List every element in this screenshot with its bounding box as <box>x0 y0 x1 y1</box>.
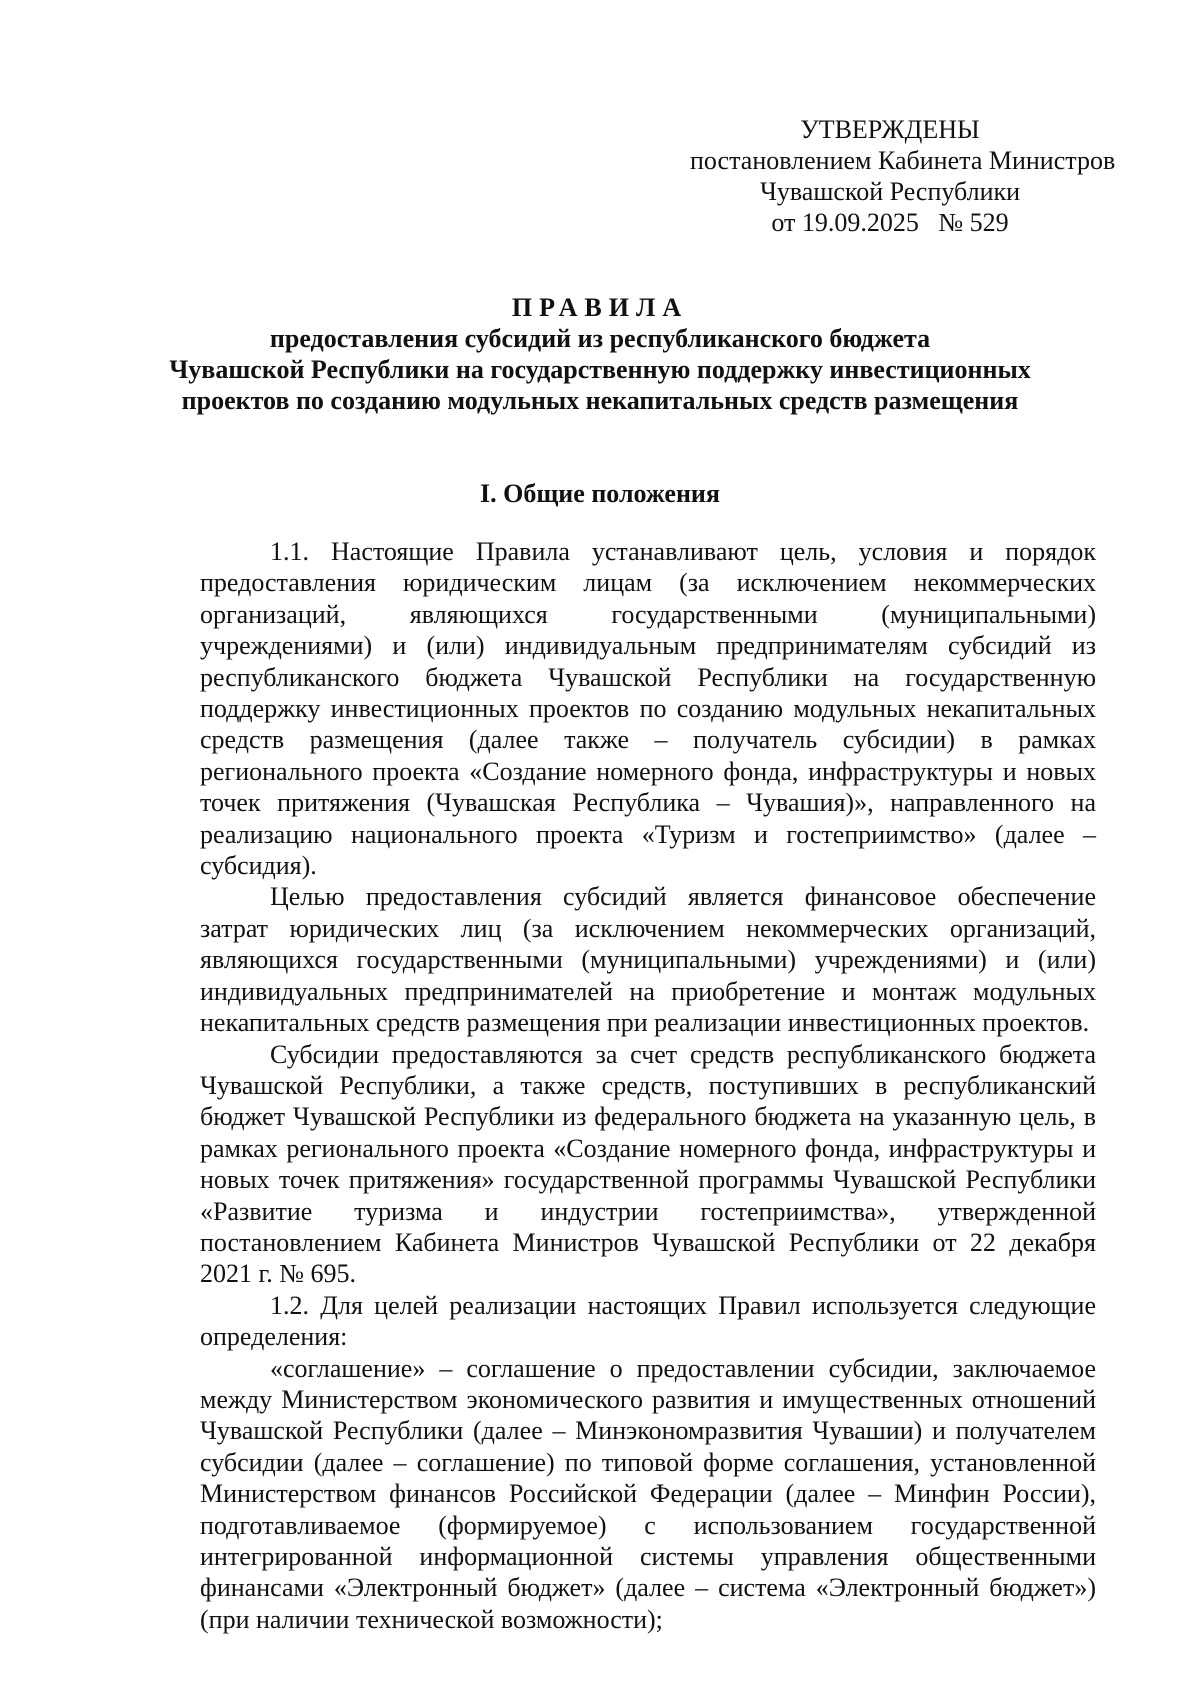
document-title-block <box>150 292 1050 416</box>
paragraph-1-1: 1.1. Настоящие Правила устанавливают цель, условия и порядок предоставления юридическим лицам (за исключением некоммерческих организаций, являющихся государственными (муниципальными) учреждениями) и (или) индивидуальным предпринимателям субсидий из республиканского бюджета Чувашской Республики на государственную поддержку инвестиционных проектов по созданию модульных некапитальных средств размещения (далее также – получатель субсидии) в рамках регионального проекта «Создание номерного фонда, инфраструктуры и новых точек притяжения (Чувашская Республика – Чувашия)», направленного на реализацию национального проекта «Туризм и гостеприимство» (далее – субсидия). <box>200 537 1096 881</box>
document-body <box>200 536 1096 1635</box>
approval-authority: постановлением Кабинета Министров <box>690 146 1116 175</box>
document-subtitle-line-3: проектов по созданию модульных некапитальных средств размещения <box>181 386 1019 415</box>
approval-date-number: от 19.09.2025 № 529 <box>771 208 1009 237</box>
approval-stamp <box>690 114 1116 238</box>
document-subtitle-line-2: Чувашской Республики на государственную поддержку инвестиционных <box>169 355 1031 384</box>
approval-region: Чувашской Республики <box>759 177 1021 206</box>
paragraph-1-2: 1.2. Для целей реализации настоящих Правил используется следующие определения: <box>200 1290 1096 1352</box>
document-title: ПРАВИЛА <box>511 293 689 322</box>
paragraph-funding: Субсидии предоставляются за счет средств республиканского бюджета Чувашской Республики, а также средств, поступивших в республиканский бюджет Чувашской Республики из федерального бюджета на указанную цель, в рамках регионального проекта «Создание номерного фонда, инфраструктуры и новых точек притяжения» государственной программы Чувашской Республики «Развитие туризма и индустрии гостеприимства», утвержденной постановлением Кабинета Министров Чувашской Республики от 22 декабря 2021 г. № 695. <box>200 1039 1096 1289</box>
document-subtitle-line-1: предоставления субсидий из республиканского бюджета <box>269 324 931 353</box>
approval-status: УТВЕРЖДЕНЫ <box>800 115 980 144</box>
paragraph-purpose: Целью предоставления субсидий является финансовое обеспечение затрат юридических лиц (за исключением некоммерческих организаций, являющихся государственными (муниципальными) учреждениями) и (или) индивидуальных предпринимателей на приобретение и монтаж модульных некапитальных средств размещения при реализации инвестиционных проектов. <box>200 882 1096 1038</box>
section-heading: I. Общие положения <box>480 479 720 508</box>
paragraph-definition-agreement: «соглашение» – соглашение о предоставлении субсидии, заключаемое между Министерством экономического развития и имущественных отношений Чувашской Республики (далее – Минэкономразвития Чувашии) и получателем субсидии (далее – соглашение) по типовой форме соглашения, установленной Министерством финансов Российской Федерации (далее – Минфин России), подготавливаемое (формируемое) с использованием государственной интегрированной информационной системы управления общественными финансами «Электронный бюджет» (далее – система «Электронный бюджет») (при наличии технической возможности); <box>200 1353 1096 1634</box>
